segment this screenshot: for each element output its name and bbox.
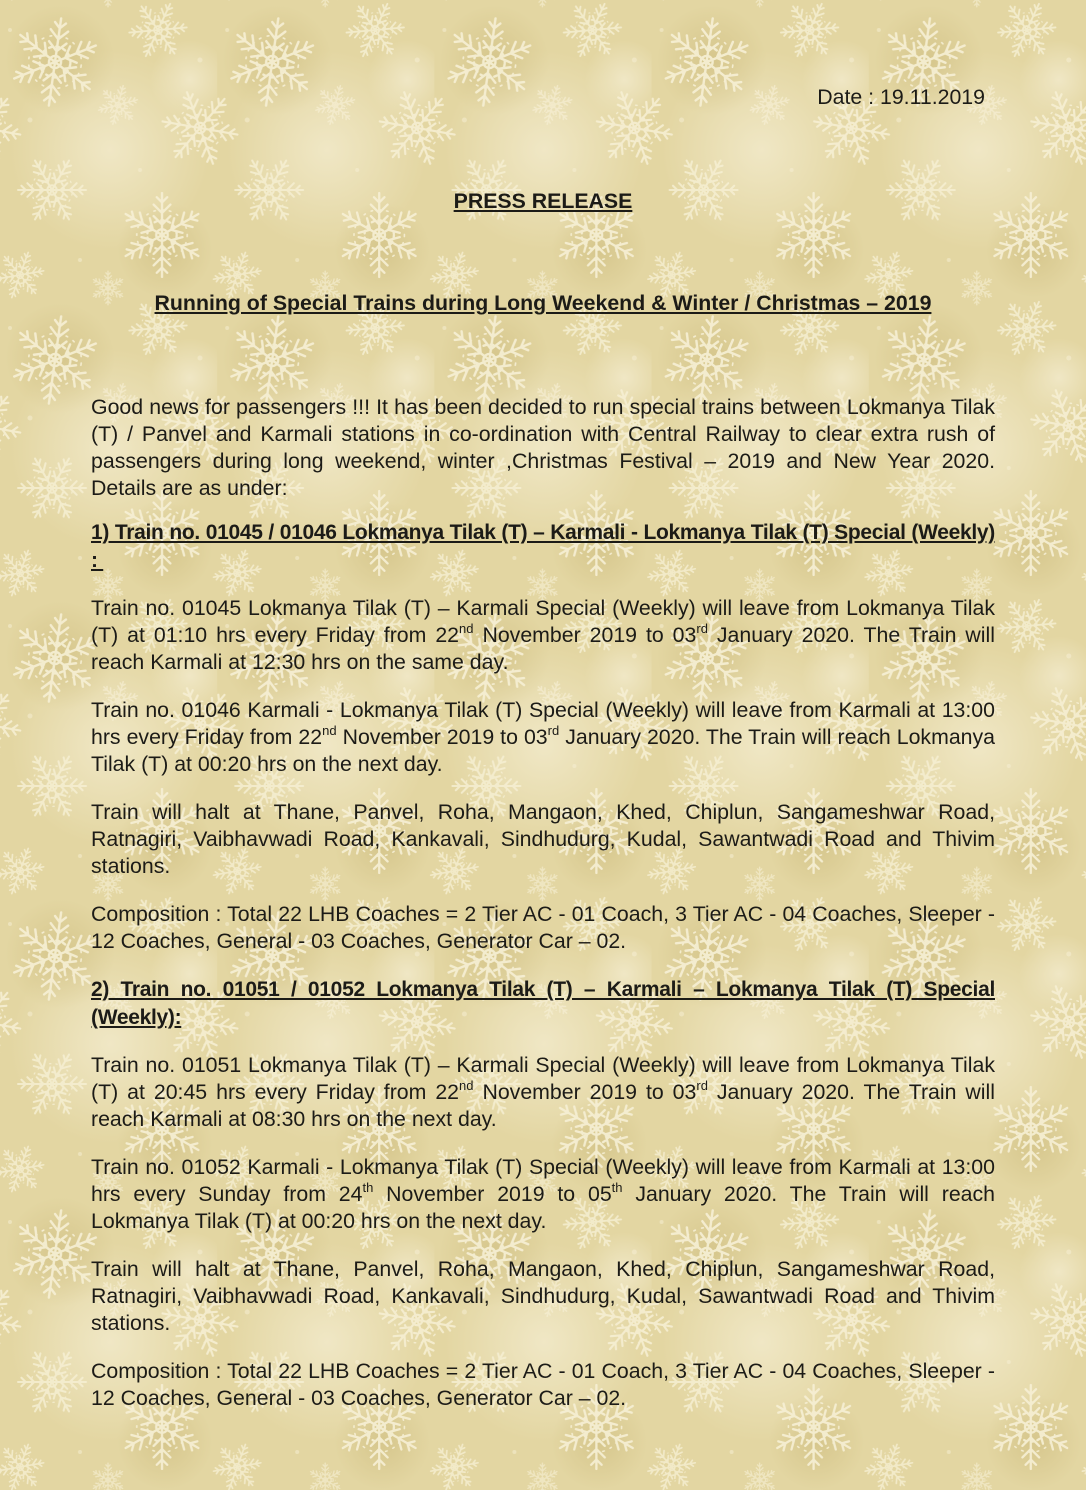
date-line: Date : 19.11.2019 [817,85,985,109]
ordinal-superscript: rd [696,620,708,636]
section-train-01045-01046 [91,519,995,955]
press-release-heading [91,188,995,215]
section-1-heading [91,519,995,574]
section-1-paragraphs [91,595,995,955]
ordinal-superscript: nd [459,620,474,636]
ordinal-superscript: nd [459,1077,474,1093]
document-title [91,290,995,317]
body-paragraph: Train no. 01051 Lokmanya Tilak (T) – Karmali Special (Weekly) will leave from Lokmanya Tilak (T) at 20:45 hrs every Friday from 22nd November 2019 to 03rd January 2020. The Train will reach Karmali at 08:30 hrs on the next day. [91,1053,995,1131]
ordinal-superscript: rd [547,722,560,738]
body-paragraph: Train no. 01046 Karmali - Lokmanya Tilak (T) Special (Weekly) will leave from Karmali at 13:00 hrs every Friday from 22nd November 2019 to 03rd January 2020. The Train will reach Lokmanya Tilak (T) at 00:20 hrs on the next day. [91,698,996,776]
section-1-heading-text: 1) Train no. 01045 / 01046 Lokmanya Tilak (T) – Karmali - Lokmanya Tilak (T) Special (Weekly) : [91,521,995,572]
body-paragraph: Train no. 01045 Lokmanya Tilak (T) – Karmali Special (Weekly) will leave from Lokmanya Tilak (T) at 01:10 hrs every Friday from 22nd November 2019 to 03rd January 2020. The Train will reach Karmali at 12:30 hrs on the same day. [91,596,995,674]
section-train-01051-01052 [91,976,995,1412]
ordinal-superscript: th [362,1179,374,1195]
body-paragraph: Train will halt at Thane, Panvel, Roha, Mangaon, Khed, Chiplun, Sangameshwar Road, Ratnagiri, Vaibhavwadi Road, Kankavali, Sindhudurg, Kudal, Sawantwadi Road and Thivim stations. [91,800,995,878]
section-2-heading [91,976,995,1031]
intro-paragraph: Good news for passengers !!! It has been decided to run special trains between Lokmanya Tilak (T) / Panvel and Karmali stations in co-ordination with Central Railway to clear extra rush of passengers during long weekend, winter ,Christmas Festival – 2019 and New Year 2020. Details are as under: [91,395,995,500]
body-paragraph: Composition : Total 22 LHB Coaches = 2 Tier AC - 01 Coach, 3 Tier AC - 04 Coaches, Sleeper - 12 Coaches, General - 03 Coaches, Generator Car – 02. [91,902,995,953]
section-2-paragraphs [91,1052,995,1412]
ordinal-superscript: rd [696,1077,708,1093]
ordinal-superscript: nd [322,722,337,738]
body-paragraph: Train no. 01052 Karmali - Lokmanya Tilak (T) Special (Weekly) will leave from Karmali at 13:00 hrs every Sunday from 24th November 2019 to 05th January 2020. The Train will reach Lokmanya Tilak (T) at 00:20 hrs on the next day. [91,1155,996,1233]
body-paragraph: Composition : Total 22 LHB Coaches = 2 Tier AC - 01 Coach, 3 Tier AC - 04 Coaches, Sleeper - 12 Coaches, General - 03 Coaches, Generator Car – 02. [91,1359,995,1410]
document-title-text: Running of Special Trains during Long Weekend & Winter / Christmas – 2019 [154,291,932,315]
press-release-text: PRESS RELEASE [453,189,633,213]
section-2-heading-text: 2) Train no. 01051 / 01052 Lokmanya Tilak (T) – Karmali – Lokmanya Tilak (T) Special (Weekly): [91,978,995,1029]
ordinal-superscript: th [611,1179,623,1195]
body-paragraph: Train will halt at Thane, Panvel, Roha, Mangaon, Khed, Chiplun, Sangameshwar Road, Ratnagiri, Vaibhavwadi Road, Kankavali, Sindhudurg, Kudal, Sawantwadi Road and Thivim stations. [91,1257,995,1335]
